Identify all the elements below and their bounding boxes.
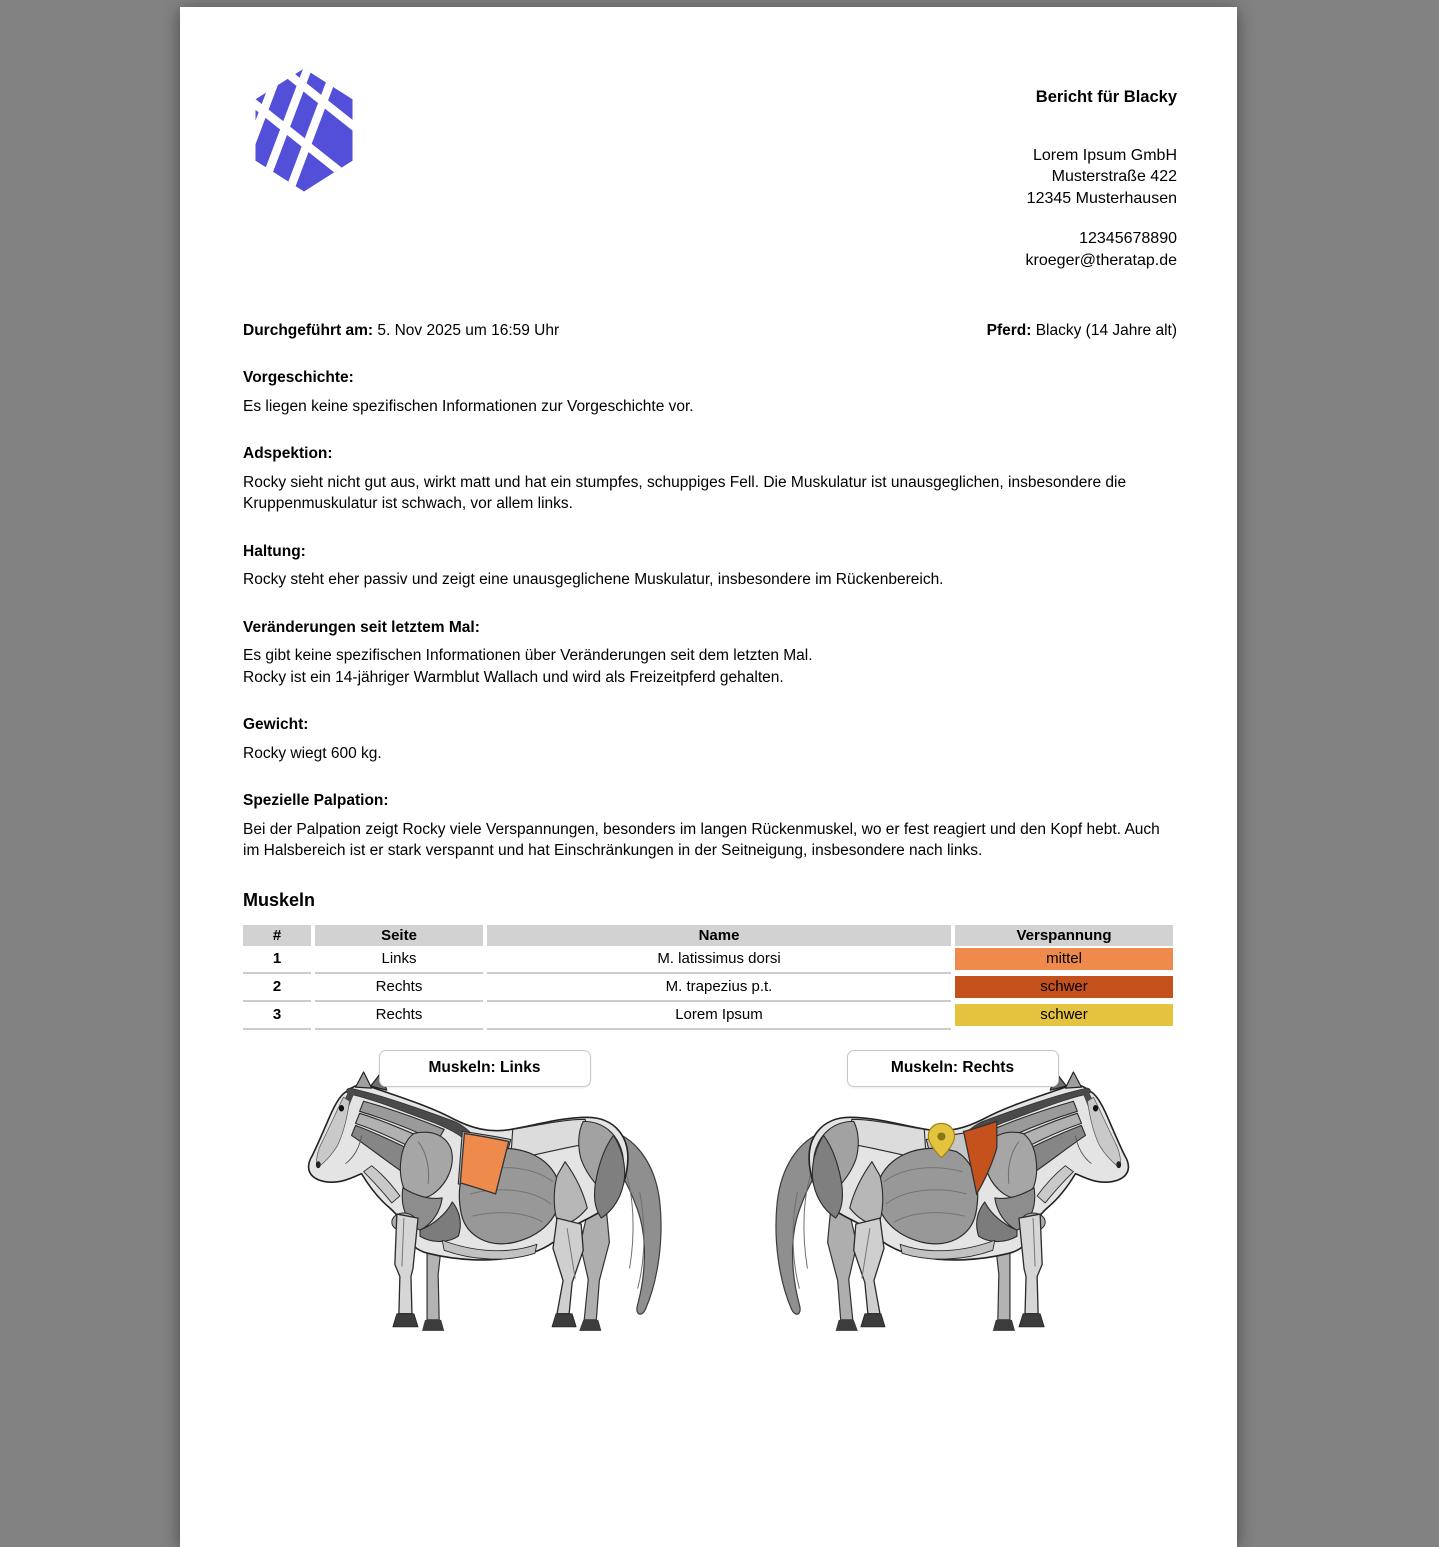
table-row-side: Rechts [315,1002,483,1030]
horse-info [987,320,1177,341]
table-row-side: Links [315,946,483,974]
diagram-left [293,1050,676,1343]
section-heading: Gewicht: [243,716,309,733]
email-address: kroeger@theratap.de [1025,251,1177,269]
meta-row [243,320,1177,341]
report-header [180,7,1237,320]
table-row-num: 2 [243,974,311,1002]
horse-muscle-diagram-right [761,1071,1144,1343]
column-header-tension: Verspannung [955,925,1173,946]
diagram-right [761,1050,1144,1343]
performed-at-value: 5. Nov 2025 um 16:59 Uhr [377,322,560,339]
phone-number: 12345678890 [1079,230,1177,247]
tension-badge: schwer [955,1004,1173,1026]
table-row-name: M. trapezius p.t. [487,974,951,1002]
table-row-tension [955,1002,1173,1028]
section-haltung [243,541,1177,591]
section-body: Es gibt keine spezifischen Informationen über Veränderungen seit dem letzten Mal. [243,647,813,664]
section-adspektion [243,443,1177,515]
section-body: Rocky wiegt 600 kg. [243,744,382,762]
column-header-name: Name [487,925,951,946]
column-header-num: # [243,925,311,946]
section-gewicht [243,714,1177,764]
section-heading: Veränderungen seit letztem Mal: [243,618,480,636]
muscle-diagrams [293,1050,1177,1343]
section-vorgeschichte [243,367,1177,417]
address-block [1026,87,1177,271]
section-body: Rocky sieht nicht gut aus, wirkt matt und hat ein stumpfes, schuppiges Fell. Die Muskulatur ist unausgeglichen, insbesondere die Kruppenmuskulatur ist schwach, vor allem links. [243,473,1127,512]
muscles-heading: Muskeln [243,889,316,910]
company-name: Lorem Ipsum GmbH [1032,146,1177,164]
table-row-num: 1 [243,946,311,974]
section-body: Es liegen keine spezifischen Informationen zur Vorgeschichte vor. [243,397,694,415]
horse-value: Blacky (14 Jahre alt) [1035,322,1177,339]
general-note: Rocky ist ein 14-jähriger Warmblut Wallach und wird als Freizeitpferd gehalten. [243,668,784,686]
company-city: 12345 Musterhausen [1026,189,1177,207]
table-row-tension [955,946,1173,972]
lattice-hexagon-logo [248,65,360,195]
column-header-side: Seite [315,925,483,946]
performed-at-label: Durchgeführt am: [243,322,374,339]
table-row-name: M. latissimus dorsi [487,946,951,974]
section-palpation [243,790,1177,862]
table-row-tension [955,974,1173,1000]
company-street: Musterstraße 422 [1051,168,1177,185]
section-heading: Adspektion: [243,445,333,462]
section-heading: Haltung: [243,542,306,560]
table-row-num: 3 [243,1002,311,1030]
horse-muscle-diagram-left [293,1071,676,1343]
muscles-table [243,925,1177,1030]
performed-at [243,320,559,341]
report-title: Bericht für Blacky [1035,88,1177,106]
muscles-right-button[interactable]: Muskeln: Rechts [847,1050,1059,1087]
section-heading: Spezielle Palpation: [243,792,389,809]
table-row-side: Rechts [315,974,483,1002]
section-heading: Vorgeschichte: [243,369,354,386]
muscles-left-button[interactable]: Muskeln: Links [379,1050,591,1087]
table-row-name: Lorem Ipsum [487,1002,951,1030]
section-veraenderungen [243,617,1177,689]
section-body: Bei der Palpation zeigt Rocky viele Verspannungen, besonders im langen Rückenmuskel, wo er fest reagiert und den Kopf hebt. Auch im Halsbereich ist er stark verspannt und hat Einschränkungen in der Seitneigung, insbesondere nach links. [243,820,1160,859]
tension-badge: mittel [955,948,1173,970]
tension-badge: schwer [955,976,1173,998]
section-body: Rocky steht eher passiv und zeigt eine unausgeglichene Muskulatur, insbesondere im Rückenbereich. [243,571,944,588]
report-page [180,7,1237,1547]
horse-label: Pferd: [986,322,1032,339]
